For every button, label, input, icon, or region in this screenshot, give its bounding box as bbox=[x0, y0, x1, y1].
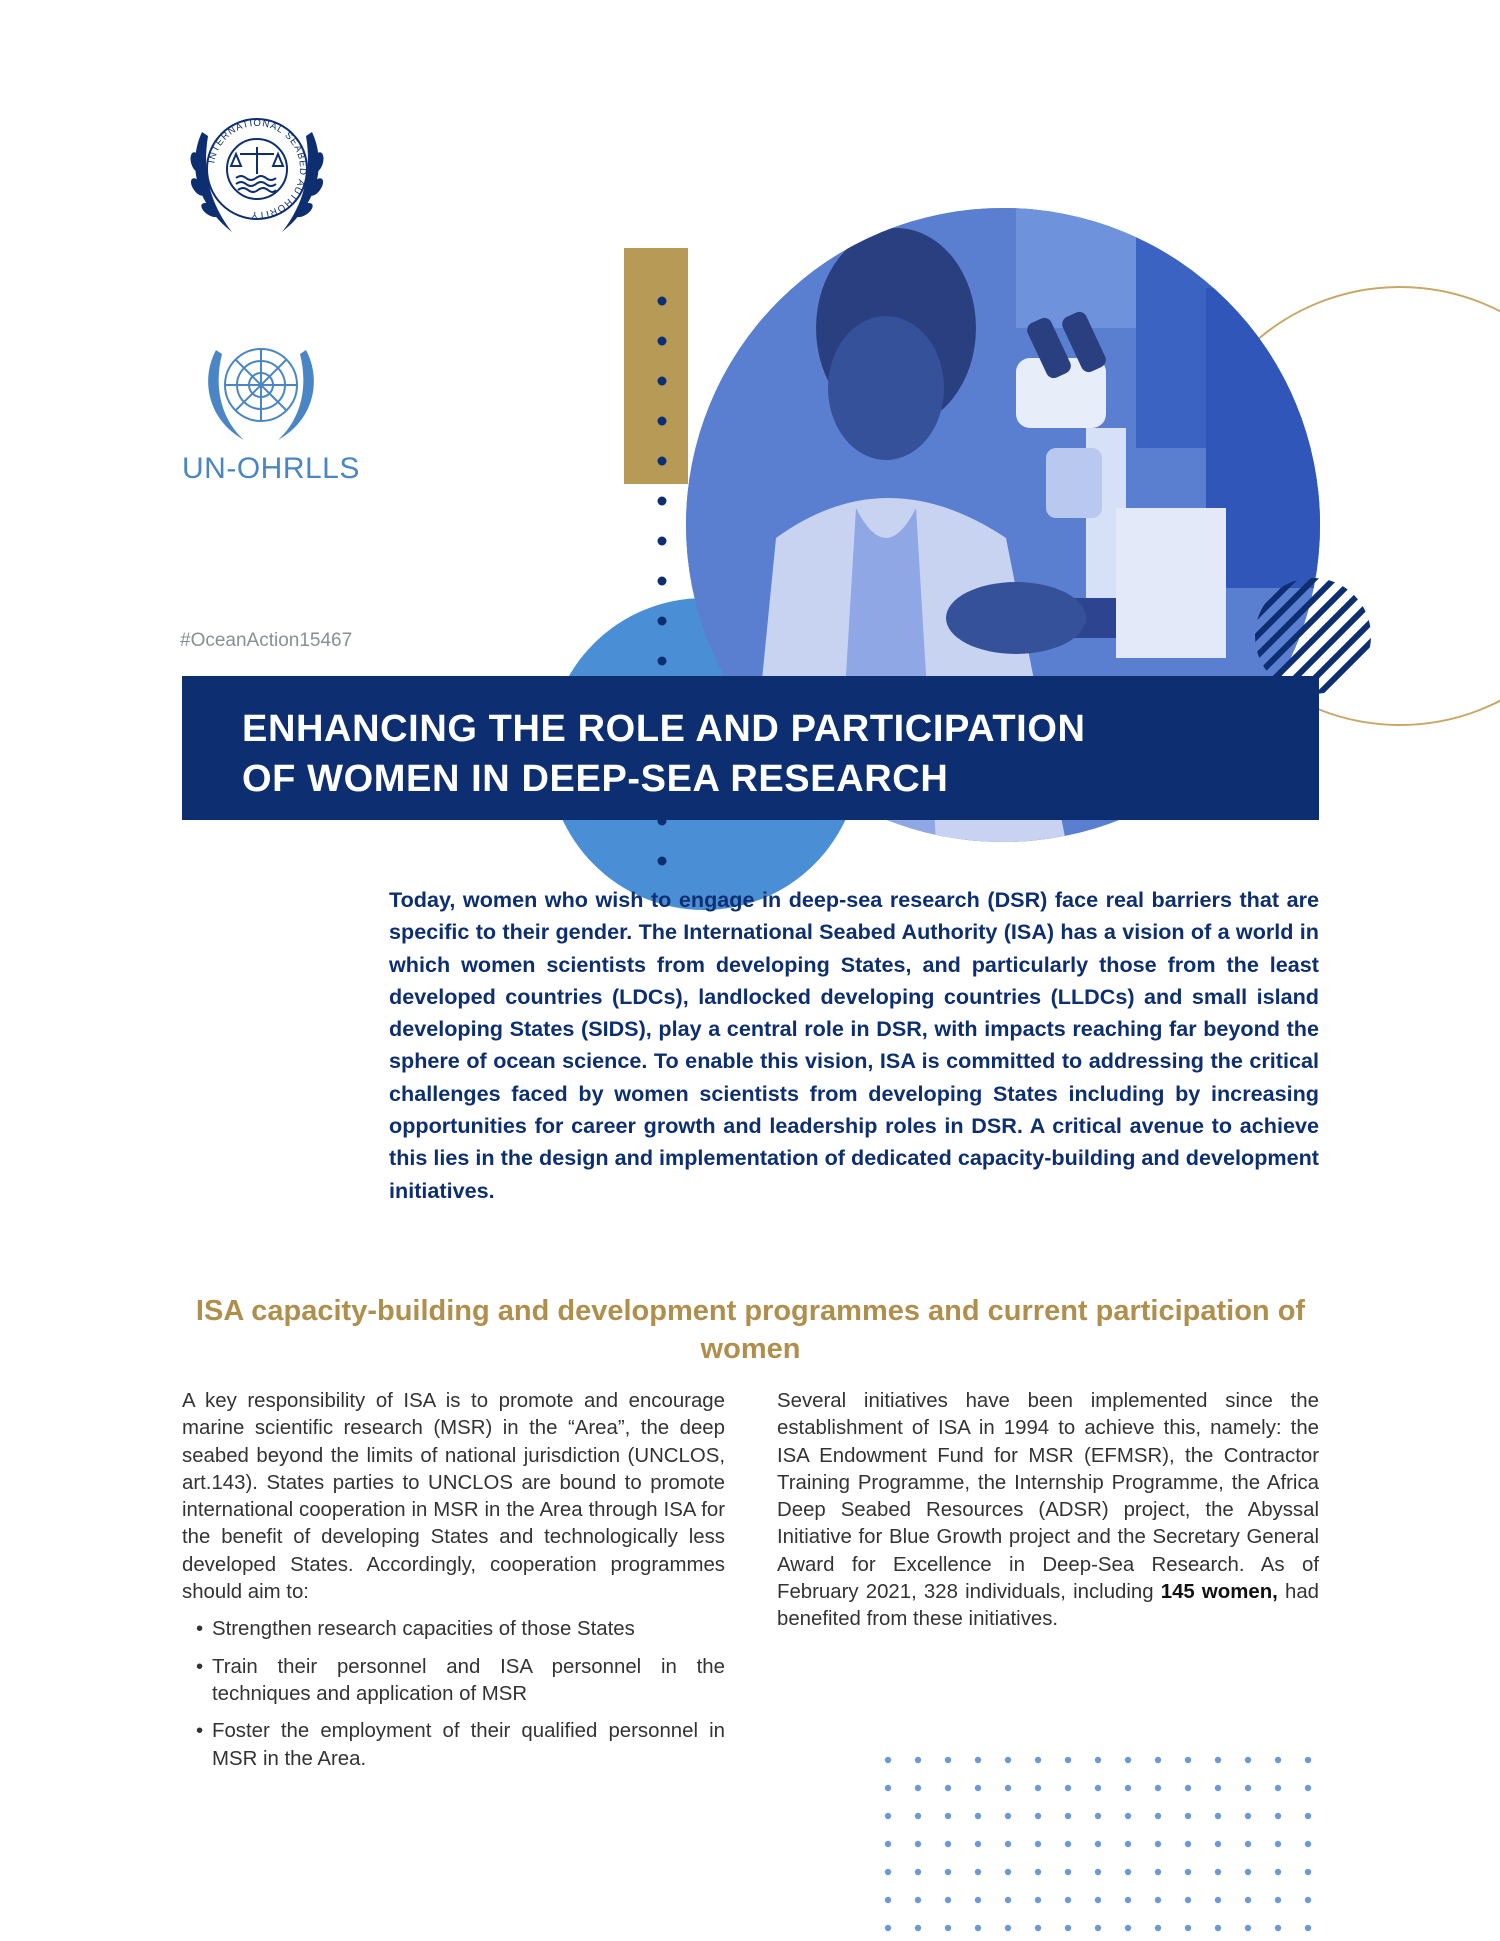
decoration-dot bbox=[1275, 1785, 1281, 1791]
decoration-dot bbox=[885, 1785, 891, 1791]
decoration-dot bbox=[658, 297, 667, 306]
decoration-dot bbox=[1275, 1925, 1281, 1931]
decoration-dot bbox=[885, 1897, 891, 1903]
decoration-dot bbox=[1095, 1757, 1101, 1763]
decoration-dot bbox=[658, 377, 667, 386]
un-emblem-icon bbox=[194, 330, 328, 450]
decoration-dot bbox=[658, 577, 667, 586]
decoration-dot bbox=[1005, 1869, 1011, 1875]
decoration-dot bbox=[915, 1925, 921, 1931]
title-banner bbox=[182, 676, 1319, 820]
decoration-dot bbox=[1095, 1897, 1101, 1903]
decoration-dot bbox=[1275, 1757, 1281, 1763]
right-column-text-after: had benefited from these initiatives. bbox=[777, 1581, 1319, 1631]
decoration-dot bbox=[1215, 1897, 1221, 1903]
decoration-dot bbox=[1065, 1869, 1071, 1875]
left-column bbox=[182, 1388, 725, 1783]
decoration-dot bbox=[1095, 1785, 1101, 1791]
decoration-dot bbox=[1215, 1925, 1221, 1931]
un-ohrlls-wordmark: UN-OHRLLS bbox=[182, 452, 360, 485]
decoration-dot bbox=[945, 1869, 951, 1875]
decoration-dot bbox=[1065, 1841, 1071, 1847]
decoration-dot bbox=[1185, 1897, 1191, 1903]
decoration-dot bbox=[915, 1785, 921, 1791]
page-title-line-1: ENHANCING THE ROLE AND PARTICIPATION bbox=[242, 708, 1086, 750]
intro-paragraph: Today, women who wish to engage in deep-sea research (DSR) face real barriers that are specific to their gender. The International Seabed Authority (ISA) has a vision of a world in which women scientists from developing States, and particularly those from the least developed countries (LDCs), landlocked developing countries (LLDCs) and small island developing States (SIDS), play a central role in DSR, with impacts reaching far beyond the sphere of ocean science. To enable this vision, ISA is committed to addressing the critical challenges faced by women scientists from developing States including by increasing opportunities for career growth and leadership roles in DSR. A critical avenue to achieve this lies in the design and implementation of dedicated capacity-building and development initiatives. bbox=[389, 887, 1319, 1203]
decoration-dot bbox=[1095, 1869, 1101, 1875]
decoration-dot bbox=[658, 417, 667, 426]
decoration-dot bbox=[1035, 1869, 1041, 1875]
decoration-dot bbox=[1125, 1757, 1131, 1763]
decoration-dot bbox=[975, 1757, 981, 1763]
decoration-dot bbox=[1215, 1813, 1221, 1819]
decoration-dot bbox=[1215, 1757, 1221, 1763]
decoration-dot bbox=[1215, 1869, 1221, 1875]
decoration-dot bbox=[1065, 1785, 1071, 1791]
decoration-dot bbox=[1245, 1897, 1251, 1903]
decoration-dot bbox=[1005, 1757, 1011, 1763]
decoration-dot bbox=[1155, 1785, 1161, 1791]
decoration-dot bbox=[1065, 1757, 1071, 1763]
decoration-dot bbox=[1005, 1813, 1011, 1819]
decoration-dot bbox=[885, 1841, 891, 1847]
decoration-dot bbox=[1095, 1925, 1101, 1931]
gold-bar-decoration bbox=[624, 248, 688, 484]
decoration-dot bbox=[1065, 1813, 1071, 1819]
isa-ring-text: INTERNATIONAL SEABED AUTHORITY bbox=[206, 117, 309, 221]
decoration-dot bbox=[1185, 1757, 1191, 1763]
decoration-dot bbox=[975, 1869, 981, 1875]
decoration-dot bbox=[1245, 1925, 1251, 1931]
page-title bbox=[242, 704, 1282, 804]
decoration-dot bbox=[1305, 1785, 1311, 1791]
decoration-dot bbox=[975, 1897, 981, 1903]
decoration-dot bbox=[1305, 1757, 1311, 1763]
hashtag: #OceanAction15467 bbox=[180, 630, 353, 651]
decoration-dot bbox=[658, 537, 667, 546]
decoration-dot bbox=[658, 617, 667, 626]
decoration-dot bbox=[1245, 1813, 1251, 1819]
decoration-dot bbox=[1185, 1925, 1191, 1931]
decoration-dot bbox=[915, 1813, 921, 1819]
decoration-dot bbox=[1215, 1785, 1221, 1791]
decoration-dot bbox=[1125, 1785, 1131, 1791]
decoration-dot bbox=[1035, 1813, 1041, 1819]
page-title-line-2: OF WOMEN IN DEEP-SEA RESEARCH bbox=[242, 758, 949, 800]
decoration-dot bbox=[885, 1757, 891, 1763]
decoration-dot bbox=[915, 1757, 921, 1763]
aims-list bbox=[182, 1616, 725, 1772]
decoration-dot bbox=[1245, 1757, 1251, 1763]
decoration-dot bbox=[658, 497, 667, 506]
decoration-dot bbox=[1035, 1757, 1041, 1763]
decoration-dot bbox=[1155, 1841, 1161, 1847]
decoration-dot bbox=[1155, 1757, 1161, 1763]
decoration-dot bbox=[885, 1813, 891, 1819]
decoration-dot bbox=[1005, 1785, 1011, 1791]
decoration-dot bbox=[975, 1925, 981, 1931]
decoration-dot bbox=[1245, 1841, 1251, 1847]
decoration-dot bbox=[1155, 1813, 1161, 1819]
decoration-dot bbox=[1125, 1813, 1131, 1819]
right-column bbox=[777, 1388, 1319, 1634]
section-heading: ISA capacity-building and development programmes and current participation of women bbox=[195, 1295, 1306, 1365]
decoration-dot bbox=[945, 1897, 951, 1903]
decoration-dot bbox=[1245, 1869, 1251, 1875]
decoration-dot bbox=[1215, 1841, 1221, 1847]
decoration-dot bbox=[1185, 1841, 1191, 1847]
decoration-dot bbox=[1155, 1925, 1161, 1931]
decoration-dot bbox=[1185, 1869, 1191, 1875]
decoration-dot bbox=[885, 1869, 891, 1875]
decoration-dot bbox=[1305, 1813, 1311, 1819]
decoration-dot bbox=[1155, 1869, 1161, 1875]
decoration-dot bbox=[1155, 1897, 1161, 1903]
decoration-dot bbox=[658, 337, 667, 346]
list-item: • Strengthen research capacities of those States bbox=[212, 1616, 725, 1643]
decoration-dot bbox=[945, 1757, 951, 1763]
decoration-dot bbox=[1125, 1869, 1131, 1875]
decoration-dot bbox=[1125, 1925, 1131, 1931]
decoration-dot bbox=[1005, 1897, 1011, 1903]
decoration-dot bbox=[1035, 1925, 1041, 1931]
decoration-dot bbox=[915, 1841, 921, 1847]
decoration-dot bbox=[1185, 1785, 1191, 1791]
decoration-dot bbox=[1275, 1841, 1281, 1847]
decoration-dot bbox=[975, 1841, 981, 1847]
list-item: • Foster the employment of their qualified personnel in MSR in the Area. bbox=[212, 1718, 725, 1773]
decoration-dot bbox=[1305, 1925, 1311, 1931]
decoration-dot bbox=[945, 1813, 951, 1819]
decoration-dot bbox=[658, 457, 667, 466]
decoration-dot bbox=[1095, 1841, 1101, 1847]
decoration-dot bbox=[915, 1869, 921, 1875]
right-column-paragraph bbox=[777, 1388, 1319, 1634]
right-column-text-before: Several initiatives have been implemented since the establishment of ISA in 1994 to achieve this, namely: the ISA Endowment Fund for MSR (EFMSR), the Contractor Training Programme, the Internship Programme, the Africa Deep Seabed Resources (ADSR) project, the Abyssal Initiative for Blue Growth project and the Secretary General Award for Excellence in Deep-Sea Research. As of February 2021, 328 individuals, including bbox=[777, 1390, 1319, 1604]
decoration-dot bbox=[1275, 1869, 1281, 1875]
decoration-dot bbox=[1035, 1841, 1041, 1847]
decoration-dot bbox=[1035, 1785, 1041, 1791]
decoration-dot bbox=[885, 1925, 891, 1931]
decoration-dot bbox=[945, 1841, 951, 1847]
decoration-dot bbox=[975, 1813, 981, 1819]
decoration-dot bbox=[1275, 1897, 1281, 1903]
dot-grid-decoration bbox=[880, 1752, 1320, 1941]
decoration-dot bbox=[1125, 1841, 1131, 1847]
decoration-dot bbox=[1095, 1813, 1101, 1819]
decoration-dot bbox=[1275, 1813, 1281, 1819]
isa-emblem-icon bbox=[180, 92, 334, 246]
decoration-dot bbox=[1305, 1897, 1311, 1903]
decoration-dot bbox=[1065, 1897, 1071, 1903]
decoration-dot bbox=[975, 1785, 981, 1791]
decoration-dot bbox=[1185, 1813, 1191, 1819]
decoration-dot bbox=[1035, 1897, 1041, 1903]
decoration-dot bbox=[945, 1925, 951, 1931]
left-column-paragraph: A key responsibility of ISA is to promote and encourage marine scientific research (MSR) in the “Area”, the deep seabed beyond the limits of national jurisdiction (UNCLOS, art.143). States parties to UNCLOS are bound to promote international cooperation in MSR in the Area through ISA for the benefit of developing States and technologically less developed States. Accordingly, cooperation programmes should aim to: bbox=[182, 1390, 725, 1604]
list-item: • Train their personnel and ISA personnel in the techniques and application of MSR bbox=[212, 1654, 725, 1709]
decoration-dot bbox=[658, 857, 667, 866]
decoration-dot bbox=[915, 1897, 921, 1903]
women-count-highlight: 145 women, bbox=[1160, 1581, 1278, 1604]
decoration-dot bbox=[1245, 1785, 1251, 1791]
decoration-dot bbox=[658, 657, 667, 666]
decoration-dot bbox=[1005, 1925, 1011, 1931]
decoration-dot bbox=[945, 1785, 951, 1791]
decoration-dot bbox=[1125, 1897, 1131, 1903]
decoration-dot bbox=[1305, 1841, 1311, 1847]
decoration-dot bbox=[1005, 1841, 1011, 1847]
decoration-dot bbox=[1065, 1925, 1071, 1931]
decoration-dot bbox=[1305, 1869, 1311, 1875]
